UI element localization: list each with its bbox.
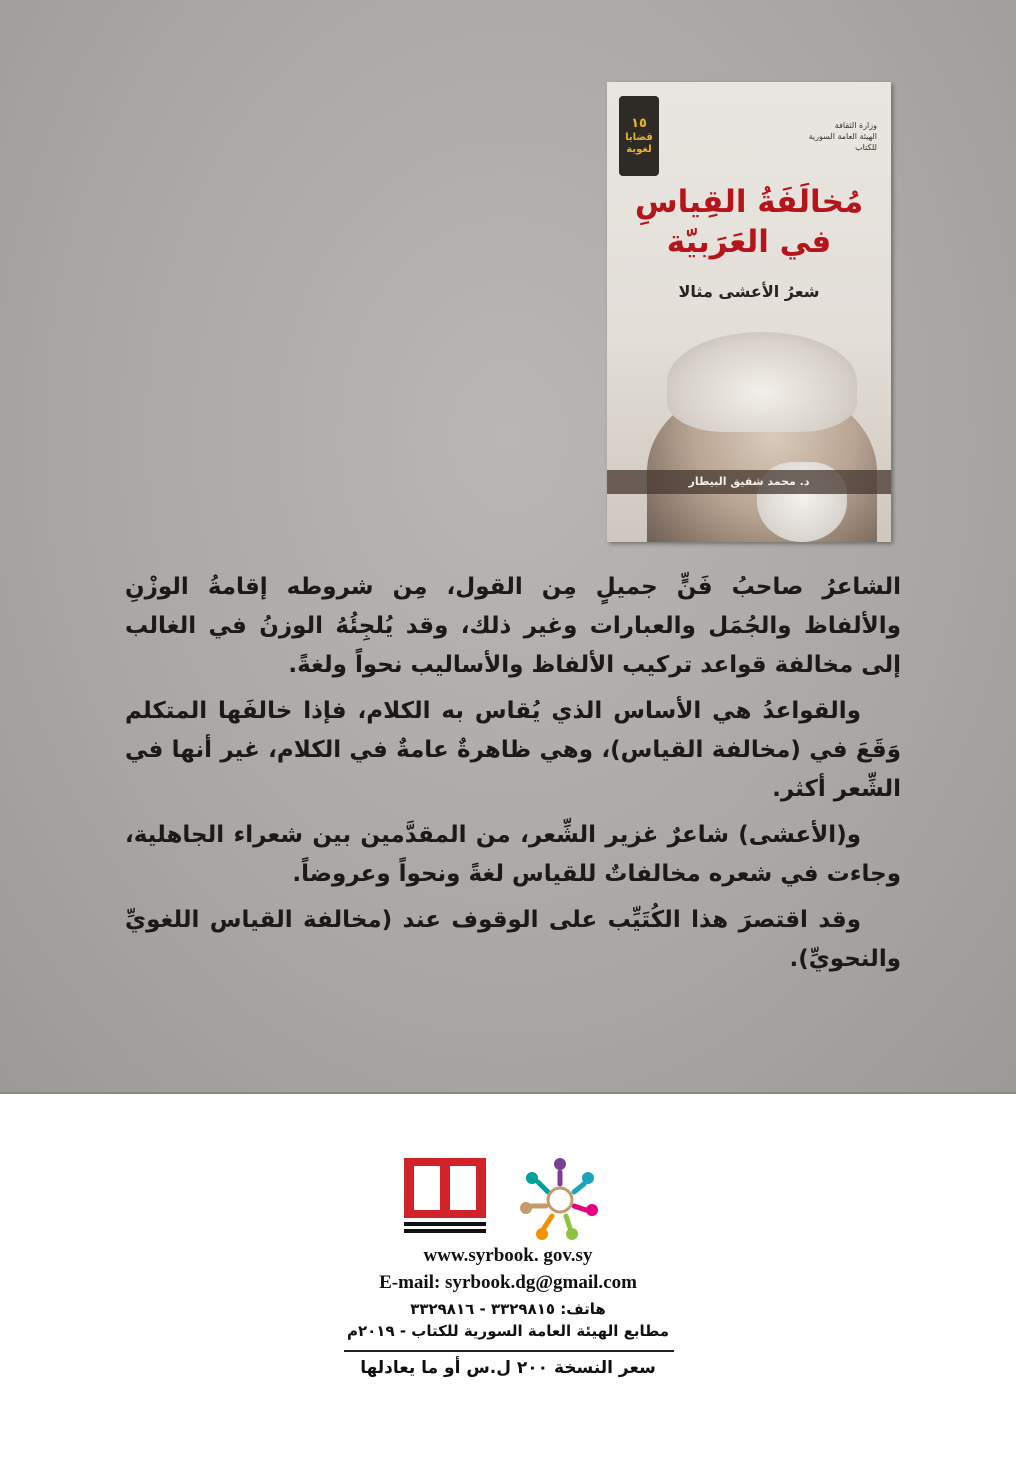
cover-author: د. محمد شفيق البيطار xyxy=(607,470,891,494)
cover-subtitle: شعرُ الأعشى مثالا xyxy=(678,282,820,301)
book-cover-thumbnail xyxy=(607,82,891,542)
blurb-paragraph: والقواعدُ هي الأساس الذي يُقاس به الكلام، فإذا خالفَها المتكلم وَقَعَ في (مخالفة القياس)، وهي ظاهرةٌ عامةٌ في الكلام، غير أنها في الشِّعر أكثر. xyxy=(125,698,901,802)
price-divider xyxy=(344,1350,674,1352)
publisher-logos xyxy=(0,1150,1016,1240)
blurb-paragraph: وقد اقتصرَ هذا الكُتَيِّب على الوقوف عند (مخالفة القياس اللغويِّ والنحويِّ). xyxy=(125,907,901,972)
cover-title-line: مُخالَفَةُ القِياسِ xyxy=(634,184,864,220)
cover-title xyxy=(607,182,891,263)
blurb-paragraph: الشاعرُ صاحبُ فَنٍّ جميلٍ مِن القول، مِن شروطه إقامةُ الوزْنِ والألفاظ والجُمَل والعبارات وغير ذلك، وقد يُلجِئُهُ الوزنُ في الغالب إلى مخالفة قواعد تركيب الألفاظ والأساليب نحواً ولغةً. xyxy=(125,574,901,678)
publisher-email: E-mail: syrbook.dg@gmail.com xyxy=(379,1272,637,1293)
cover-publisher xyxy=(787,120,877,154)
publisher-website: www.syrbook. gov.sy xyxy=(423,1245,593,1266)
series-logo xyxy=(619,96,659,176)
cover-publisher-line: وزارة الثقافة xyxy=(834,121,877,130)
series-number: ١٥ xyxy=(631,116,647,132)
poet-portrait-turban xyxy=(667,332,857,432)
cover-title-line: في العَرَبيّة xyxy=(666,224,832,261)
circle-of-people-logo-icon xyxy=(512,1150,608,1246)
section-divider xyxy=(0,1092,1016,1094)
blurb-paragraph: و(الأعشى) شاعرٌ غزير الشِّعر، من المقدَّمين بين شعراء الجاهلية، وجاءت في شعره مخالفاتٌ للقياس لغةً ونحواً وعروضاً. xyxy=(125,822,901,887)
open-book-logo-icon xyxy=(402,1156,488,1236)
publisher-phone: هاتف: ٣٣٢٩٨١٥ - ٣٣٢٩٨١٦ xyxy=(410,1300,606,1318)
series-name: قضايا لغوية xyxy=(625,131,653,155)
price-line: سعر النسخة ٢٠٠ ل.س أو ما يعادلها xyxy=(360,1358,656,1378)
printer-line: مطابع الهيئة العامة السورية للكتاب - ٢٠١٩م xyxy=(347,1322,669,1340)
cover-publisher-line: الهيئة العامة السورية للكتاب xyxy=(808,132,877,153)
back-cover-blurb xyxy=(125,568,901,986)
